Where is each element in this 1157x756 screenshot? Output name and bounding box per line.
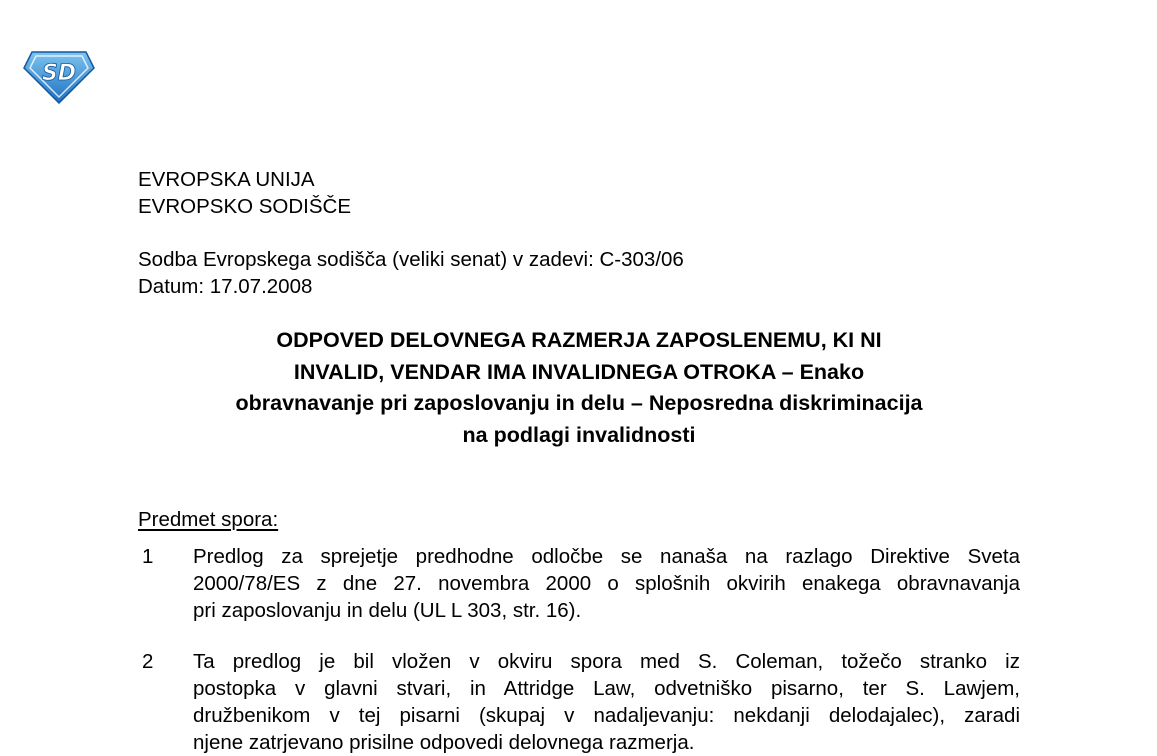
header-court: EVROPSKO SODIŠČE	[138, 195, 352, 218]
paragraph-line: družbenikom v tej pisarni (skupaj v nadaljevanju: nekdanji delodajalec), zaradi	[193, 704, 1020, 727]
document-title	[138, 325, 1020, 451]
case-date-line: Datum: 17.07.2008	[138, 275, 313, 298]
paragraph-number: 1	[142, 545, 154, 568]
paragraph	[138, 648, 1020, 756]
case-judgment-line: Sodba Evropskega sodišča (veliki senat) v zadevi: C-303/06	[138, 248, 684, 271]
paragraph-line: postopka v glavni stvari, in Attridge Law, odvetniško pisarno, ter S. Lawjem,	[193, 677, 1020, 700]
section-heading: Predmet spora:	[138, 508, 279, 531]
title-line: na podlagi invalidnosti	[462, 422, 696, 447]
title-line: INVALID, VENDAR IMA INVALIDNEGA OTROKA – Enako	[293, 359, 865, 384]
court-logo	[22, 48, 96, 104]
paragraph	[138, 543, 1020, 624]
paragraph-line: pri zaposlovanju in delu (UL L 303, str. 16).	[193, 599, 582, 622]
paragraph-line: njene zatrjevano prisilne odpovedi delovnega razmerja.	[193, 731, 695, 754]
title-line: obravnavanje pri zaposlovanju in delu – Neposredna diskriminacija	[235, 391, 923, 415]
svg-text:SD: SD	[41, 61, 77, 86]
paragraph-number: 2	[142, 650, 154, 673]
paragraph-line: 2000/78/ES z dne 27. novembra 2000 o splošnih okvirih enakega obravnavanja	[193, 572, 1020, 595]
header-union: EVROPSKA UNIJA	[138, 168, 315, 191]
title-line: ODPOVED DELOVNEGA RAZMERJA ZAPOSLENEMU, KI NI	[276, 328, 882, 352]
case-reference	[138, 246, 684, 300]
document-header	[138, 166, 351, 220]
paragraph-line: Predlog za sprejetje predhodne odločbe se nanaša na razlago Direktive Sveta	[193, 545, 1020, 568]
paragraph-line: Ta predlog je bil vložen v okviru spora med S. Coleman, tožečo stranko iz	[193, 650, 1020, 673]
